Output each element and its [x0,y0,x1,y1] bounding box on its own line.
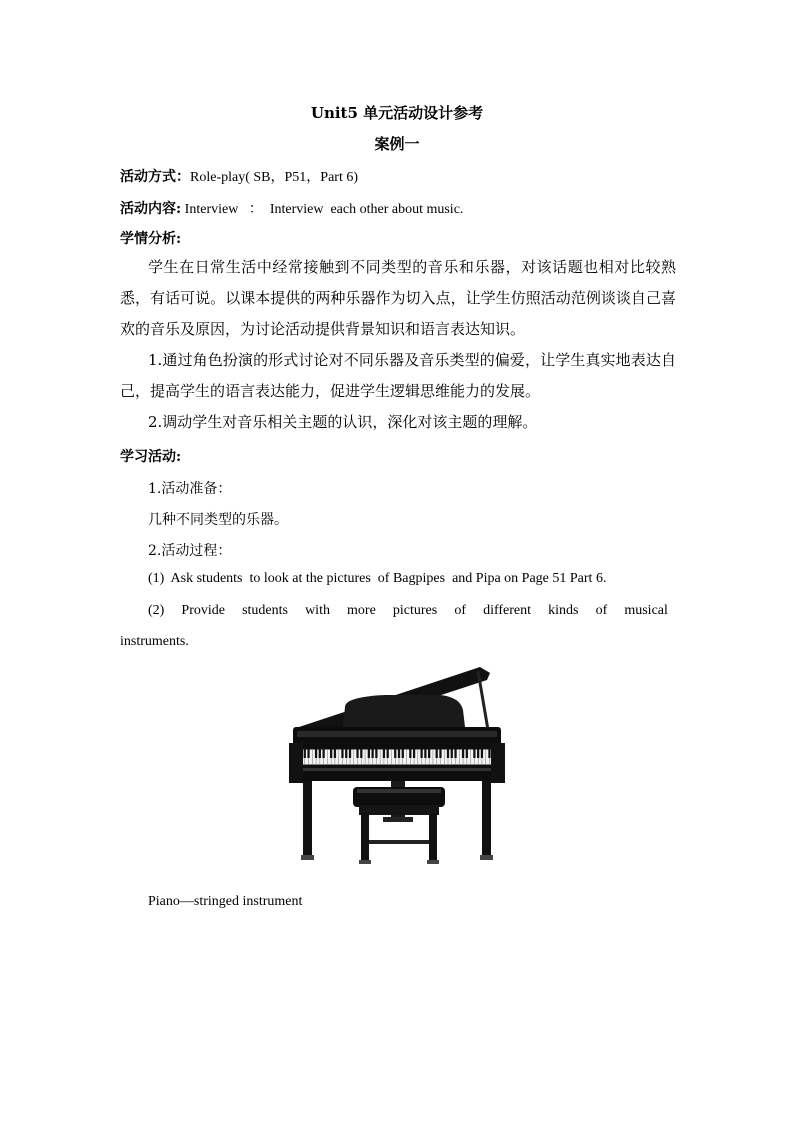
analysis-paragraph-2: 1.通过角色扮演的形式讨论对不同乐器及音乐类型的偏爱，让学生真实地表达自己，提高学生的语言表达能力，促进学生逻辑思维能力的发展。 [120,351,676,400]
analysis-paragraph-3: 2.调动学生对音乐相关主题的认识，深化对该主题的理解。 [148,413,538,431]
activity-content-value: Interview ： Interview each other about music. [181,202,464,217]
doc-title: Unit5 单元活动设计参考 [310,104,484,122]
analysis-paragraph-1: 学生在日常生活中经常接触到不同类型的音乐和乐器，对该话题也相对比较熟悉，有话可说。以课本提供的两种乐器作为切入点，让学生仿照活动范例谈谈自己喜欢的音乐及原因，为讨论活动提供背景知识和语言表达知识。 [120,258,676,338]
step-2-word: kinds [548,603,579,618]
step-2-word: with [305,603,330,618]
learning-label: 学习活动: [120,449,182,465]
process-label: 2.活动过程： [148,543,232,559]
activity-mode-line [120,166,358,186]
step-2-word: (2) [148,603,165,618]
step-2-word: of [595,603,608,618]
step-2-tail: instruments. [120,634,189,649]
activity-mode-value: Role-play( SB，P51，Part 6) [190,170,358,185]
activity-content-line [120,198,463,218]
step-2-word: more [347,603,376,618]
prep-value: 几种不同类型的乐器。 [148,512,288,528]
step-2-word: different [483,603,532,618]
analysis-label: 学情分析: [120,231,182,247]
activity-content-label: 活动内容: [120,201,182,217]
step-2-word: students [242,603,288,618]
piano-image [275,655,520,880]
doc-subtitle: 案例一 [374,135,420,153]
step-1: (1) Ask students to look at the pictures of Bagpipes and Pipa on Page 51 Part 6. [148,571,607,586]
piano-caption: Piano—stringed instrument [148,894,303,909]
step-2-row [148,603,668,619]
step-2-word: of [454,603,466,618]
step-2-word: musical [624,603,668,618]
step-2-word: pictures [392,603,438,618]
step-2-word: Provide [181,603,225,618]
activity-mode-label: 活动方式： [120,169,190,185]
prep-label: 1.活动准备： [148,481,232,497]
